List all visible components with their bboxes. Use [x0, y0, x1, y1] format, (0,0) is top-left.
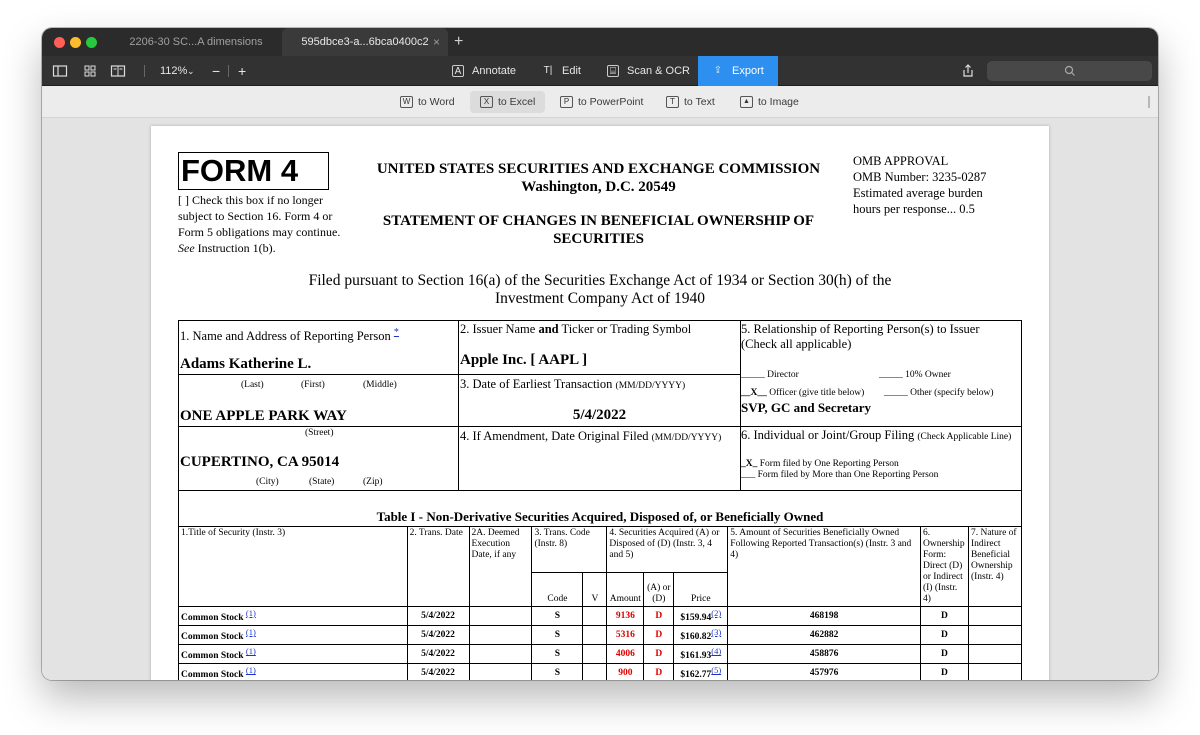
- amount-cell: 9136: [607, 607, 644, 626]
- edit-label: Edit: [562, 65, 581, 77]
- tab-document-1[interactable]: 2206-30 SC...A dimensions: [129, 36, 263, 48]
- export-label: Export: [732, 65, 764, 77]
- ownership-form-cell: D: [920, 626, 968, 645]
- code-cell: S: [532, 626, 583, 645]
- pdf-page: [151, 126, 1049, 680]
- commission-header: [361, 160, 836, 196]
- middle-name-caption: (Middle): [363, 380, 397, 390]
- box2-label: [460, 322, 691, 337]
- header-nature: 7. Nature of Indirect Beneficial Ownership (Instr. 4): [968, 527, 1021, 607]
- footnote-link[interactable]: (1): [245, 665, 256, 676]
- trans-date-cell: 5/4/2022: [407, 664, 469, 680]
- export-mode-button[interactable]: [698, 56, 778, 86]
- street-address: ONE APPLE PARK WAY: [180, 408, 347, 424]
- export-toolbar: [42, 86, 1158, 118]
- footnote-link[interactable]: (3): [711, 627, 722, 638]
- commission-name: UNITED STATES SECURITIES AND EXCHANGE COMMISSION: [376, 161, 821, 177]
- security-name: Common Stock: [181, 670, 244, 680]
- box1-label: [180, 325, 399, 344]
- city-state-zip: CUPERTINO, CA 95014: [180, 454, 340, 470]
- officer-checkmark: __X__: [741, 388, 767, 398]
- trans-date-cell: 5/4/2022: [407, 607, 469, 626]
- omb-line: Estimated average burden: [853, 186, 983, 200]
- nature-cell: [968, 607, 1021, 626]
- footnote-asterisk-link[interactable]: *: [393, 327, 399, 338]
- edit-mode-button[interactable]: [542, 56, 581, 86]
- box5-label-text: 5. Relationship of Reporting Person(s) to Issuer: [741, 322, 980, 336]
- annotate-mode-button[interactable]: [452, 56, 516, 86]
- box6-label-text: 6. Individual or Joint/Group Filing: [741, 428, 915, 442]
- footnote-link[interactable]: (4): [711, 646, 722, 657]
- search-icon: [1064, 65, 1076, 77]
- scan-ocr-label: Scan & OCR: [627, 65, 690, 77]
- a-or-d-cell: D: [644, 626, 674, 645]
- omb-line: OMB Number: 3235-0287: [853, 170, 987, 184]
- header-deemed-date: 2A. Deemed Execution Date, if any: [469, 527, 532, 607]
- box2-label-text: 2. Issuer Name: [460, 322, 536, 336]
- box2-label-and: and: [538, 322, 559, 336]
- officer-title: SVP, GC and Secretary: [741, 400, 871, 415]
- divider: [178, 374, 459, 375]
- person-name: Adams Katherine L.: [180, 356, 312, 372]
- tab-label: 595dbce3-a...6bca0400c2: [301, 36, 429, 48]
- text-cursor-icon: T|: [543, 65, 553, 76]
- box6-label: [741, 428, 1021, 445]
- header-price: Price: [674, 573, 728, 607]
- share-icon[interactable]: [960, 63, 976, 79]
- deemed-date-cell: [469, 607, 532, 626]
- footnote-link[interactable]: (5): [711, 665, 722, 676]
- divider: [740, 426, 1022, 427]
- annotate-label: Annotate: [472, 65, 517, 77]
- owned-cell: 457976: [728, 664, 921, 680]
- zoom-out-icon[interactable]: −: [212, 63, 221, 79]
- price-value: $162.77: [680, 670, 712, 680]
- security-name: Common Stock: [181, 632, 244, 643]
- trans-date-cell: 5/4/2022: [407, 645, 469, 664]
- header-a-or-d: (A) or (D): [644, 573, 674, 607]
- zip-caption: (Zip): [363, 477, 383, 487]
- footnote-link[interactable]: (1): [245, 627, 256, 638]
- footnote-link[interactable]: (1): [245, 608, 256, 618]
- header-v: V: [583, 573, 607, 607]
- table-row: [179, 664, 1022, 680]
- price-value: $161.93: [680, 651, 712, 662]
- code-cell: S: [532, 664, 583, 680]
- box2-label-ticker: Ticker or Trading Symbol: [561, 322, 692, 336]
- other-option: _____ Other (specify below): [884, 388, 994, 398]
- security-cell: [179, 664, 408, 680]
- table1-title: Table I - Non-Derivative Securities Acquired, Disposed of, or Beneficially Owned: [376, 509, 824, 524]
- app-window: [42, 28, 1158, 680]
- annotate-icon: A: [452, 65, 464, 77]
- document-viewport[interactable]: [42, 118, 1158, 680]
- box4-date-format: (MM/DD/YYYY): [651, 433, 722, 443]
- state-caption: (State): [309, 477, 335, 487]
- box3-label-text: 3. Date of Earliest Transaction: [460, 377, 613, 391]
- price-cell: [674, 626, 728, 645]
- filing-one-option: [741, 459, 899, 469]
- nature-cell: [968, 645, 1021, 664]
- street-caption: (Street): [305, 428, 334, 438]
- amount-cell: 5316: [607, 626, 644, 645]
- new-tab-icon[interactable]: +: [454, 33, 464, 50]
- deemed-date-cell: [469, 664, 532, 680]
- officer-option: [741, 388, 864, 398]
- filed-pursuant-text: Filed pursuant to Section 16(a) of the Securities Exchange Act of 1934 or Section 30(h) of the Investment Company Act of 1940: [308, 272, 892, 307]
- last-name-caption: (Last): [241, 380, 264, 390]
- check-note-see: See: [178, 241, 195, 255]
- footnote-link[interactable]: (1): [245, 646, 256, 657]
- box5-label: [741, 322, 1021, 352]
- security-name: Common Stock: [181, 651, 244, 662]
- excel-icon: X: [480, 96, 493, 108]
- a-or-d-cell: D: [644, 664, 674, 680]
- owned-cell: 468198: [728, 607, 921, 626]
- table-header-row: [179, 527, 1022, 573]
- text-icon: T: [666, 96, 679, 108]
- word-icon: W: [400, 96, 413, 108]
- divider: [458, 426, 741, 427]
- toolbar-divider: [144, 65, 145, 77]
- earliest-transaction-date: 5/4/2022: [572, 407, 627, 423]
- close-tab-icon[interactable]: ×: [432, 35, 440, 49]
- export-to-word-label: to Word: [418, 96, 455, 108]
- deemed-date-cell: [469, 626, 532, 645]
- code-cell: S: [532, 607, 583, 626]
- box5-label-sub: (Check all applicable): [741, 337, 852, 351]
- header-code: Code: [532, 573, 583, 607]
- owned-cell: 458876: [728, 645, 921, 664]
- scan-ocr-mode-button[interactable]: [607, 56, 690, 86]
- trans-date-cell: 5/4/2022: [407, 626, 469, 645]
- header-amount-owned: 5. Amount of Securities Beneficially Owned Following Reported Transaction(s) (Instr. 3 and 4): [728, 527, 921, 607]
- omb-line: OMB APPROVAL: [853, 154, 949, 168]
- filing-one-checkmark: _X_: [741, 459, 758, 469]
- export-to-excel-button[interactable]: [470, 91, 545, 113]
- table-row: [179, 607, 1022, 626]
- nature-cell: [968, 626, 1021, 645]
- omb-line: hours per response... 0.5: [853, 202, 975, 216]
- omb-approval: [853, 153, 1043, 217]
- director-option: _____ Director: [741, 370, 799, 380]
- image-icon: ▲: [740, 96, 753, 108]
- amount-cell: 900: [607, 664, 644, 680]
- zoom-dropdown-chevron-icon[interactable]: ⌄: [187, 66, 195, 76]
- box1-label-text: 1. Name and Address of Reporting Person: [180, 329, 391, 344]
- filing-one-text: Form filed by One Reporting Person: [759, 459, 899, 469]
- check-note-text: [ ] Check this box if no longer subject to Section 16. Form 4 or Form 5 obligations may continue.: [178, 193, 341, 239]
- minimize-window-button[interactable]: [70, 37, 81, 48]
- export-to-text-button[interactable]: [662, 91, 719, 113]
- export-to-powerpoint-label: to PowerPoint: [578, 96, 644, 108]
- export-to-powerpoint-button[interactable]: [556, 91, 647, 113]
- statement-title: STATEMENT OF CHANGES IN BENEFICIAL OWNERSHIP OF SECURITIES: [382, 213, 815, 247]
- divider: [458, 374, 741, 375]
- ownership-form-cell: D: [920, 607, 968, 626]
- price-cell: [674, 664, 728, 680]
- toolbar-grip-icon[interactable]: [1148, 96, 1150, 108]
- code-cell: S: [532, 645, 583, 664]
- non-derivative-table: [178, 526, 1022, 680]
- price-cell: [674, 607, 728, 626]
- export-to-image-label: to Image: [758, 96, 799, 108]
- tab-document-2[interactable]: [282, 28, 448, 56]
- divider: [178, 426, 459, 427]
- nature-cell: [968, 664, 1021, 680]
- security-cell: [179, 645, 408, 664]
- export-to-image-button[interactable]: [736, 91, 803, 113]
- v-cell: [583, 645, 607, 664]
- page-layout-icon[interactable]: [110, 63, 126, 79]
- filing-more-blank: ___: [741, 470, 756, 480]
- thumbnails-icon[interactable]: [82, 63, 98, 79]
- commission-location: Washington, D.C. 20549: [521, 179, 676, 195]
- header-trans-code: 3. Trans. Code (Instr. 8): [532, 527, 607, 573]
- export-icon: ⇪: [713, 65, 723, 76]
- search-input[interactable]: [987, 61, 1152, 81]
- filing-more-text: Form filed by More than One Reporting Person: [757, 470, 939, 480]
- form-title: FORM 4: [178, 152, 329, 190]
- v-cell: [583, 664, 607, 680]
- export-to-word-button[interactable]: [396, 91, 459, 113]
- section16-check-note: [178, 192, 353, 256]
- zoom-in-icon[interactable]: +: [238, 63, 247, 79]
- close-window-button[interactable]: [54, 37, 65, 48]
- powerpoint-icon: P: [560, 96, 573, 108]
- price-cell: [674, 645, 728, 664]
- main-toolbar: [42, 56, 1158, 86]
- ten-percent-owner-option: _____ 10% Owner: [879, 370, 951, 380]
- box6-label-sub: (Check Applicable Line): [917, 432, 1012, 442]
- ownership-form-cell: D: [920, 645, 968, 664]
- security-name: Common Stock: [181, 613, 244, 624]
- a-or-d-cell: D: [644, 645, 674, 664]
- header-ownership-form: 6. Ownership Form: Direct (D) or Indirect (I) (Instr. 4): [920, 527, 968, 607]
- export-to-excel-label: to Excel: [498, 96, 536, 108]
- zoom-window-button[interactable]: [86, 37, 97, 48]
- table-row: [179, 626, 1022, 645]
- box3-date-format: (MM/DD/YYYY): [615, 381, 686, 391]
- sidebar-icon[interactable]: [52, 63, 68, 79]
- city-caption: (City): [256, 477, 279, 487]
- export-to-text-label: to Text: [684, 96, 715, 108]
- filing-more-option: [741, 470, 938, 480]
- v-cell: [583, 607, 607, 626]
- table-row: [179, 645, 1022, 664]
- header-security-title: 1.Title of Security (Instr. 3): [179, 527, 408, 607]
- scan-icon: ⌸: [607, 65, 619, 77]
- box3-label: [460, 377, 685, 394]
- amount-cell: 4006: [607, 645, 644, 664]
- deemed-date-cell: [469, 645, 532, 664]
- security-cell: [179, 626, 408, 645]
- check-note-instruction: Instruction 1(b).: [197, 241, 276, 255]
- zoom-level[interactable]: 112%: [160, 65, 188, 77]
- price-value: $159.94: [680, 613, 712, 624]
- header-trans-date: 2. Trans. Date: [407, 527, 469, 607]
- issuer-box: [458, 320, 741, 491]
- price-value: $160.82: [680, 632, 712, 643]
- ownership-form-cell: D: [920, 664, 968, 680]
- box4-label: [460, 429, 721, 446]
- first-name-caption: (First): [301, 380, 325, 390]
- officer-option-text: Officer (give title below): [769, 388, 865, 398]
- security-cell: [179, 607, 408, 626]
- owned-cell: 462882: [728, 626, 921, 645]
- issuer-name: Apple Inc. [ AAPL ]: [460, 352, 588, 368]
- header-amount: Amount: [607, 573, 644, 607]
- header-securities-acquired: 4. Securities Acquired (A) or Disposed of (D) (Instr. 3, 4 and 5): [607, 527, 728, 573]
- v-cell: [583, 626, 607, 645]
- toolbar-divider: [228, 65, 229, 77]
- box4-label-text: 4. If Amendment, Date Original Filed: [460, 429, 649, 443]
- footnote-link[interactable]: (2): [711, 608, 722, 618]
- a-or-d-cell: D: [644, 607, 674, 626]
- tab-bar: [42, 28, 1158, 56]
